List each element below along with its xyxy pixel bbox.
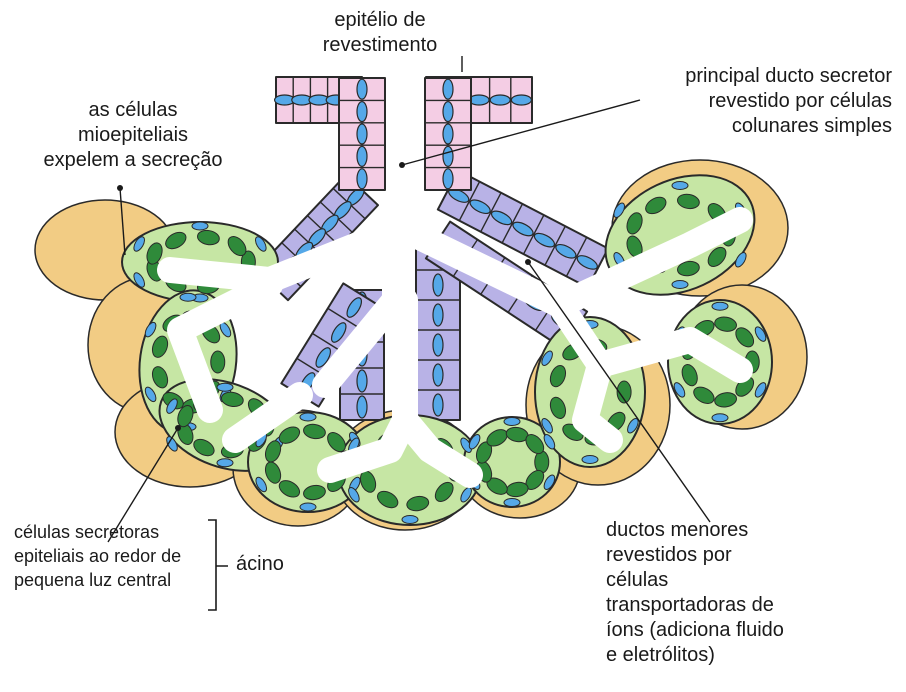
lining-nucleus [357, 146, 367, 166]
lining-nucleus [443, 146, 453, 166]
leader-dot [117, 185, 123, 191]
myoepithelial-nucleus [504, 418, 520, 426]
myoepithelial-nucleus [300, 413, 316, 421]
lining-nucleus [511, 95, 531, 105]
myoepithelial-nucleus [300, 503, 316, 511]
myoepithelial-nucleus [672, 281, 688, 289]
myoepithelial-nucleus [217, 383, 233, 391]
label-main-duct: principal ducto secretor revestido por células colunares simples [685, 65, 892, 137]
lining-nucleus [357, 79, 367, 99]
label-lining-epithelium: epitélio de revestimento [322, 9, 438, 56]
leader-dot [399, 162, 405, 168]
label-minor-ducts: ductos menores revestidos por células transportadoras de íons (adiciona fluido e eletrólitos) [606, 519, 784, 666]
myoepithelial-nucleus [192, 222, 208, 230]
label-acinus: ácino [236, 553, 284, 575]
secretory-nucleus [535, 451, 549, 473]
duct-nucleus [433, 394, 443, 416]
duct-nucleus [357, 396, 367, 418]
myoepithelial-nucleus [582, 456, 598, 464]
lining-nucleus [443, 124, 453, 144]
myoepithelial-nucleus [180, 293, 196, 301]
duct-nucleus [433, 334, 443, 356]
duct-nucleus [433, 364, 443, 386]
myoepithelial-nucleus [712, 414, 728, 422]
label-myoepithelial: as células mioepiteliais expelem a secreção [43, 99, 223, 171]
leader-dot [525, 259, 531, 265]
leader-dot [175, 425, 181, 431]
acinus-bracket [208, 520, 228, 610]
lining-nucleus [357, 169, 367, 189]
myoepithelial-nucleus [504, 499, 520, 507]
lining-nucleus [443, 169, 453, 189]
myoepithelial-nucleus [402, 516, 418, 524]
lining-nucleus [490, 95, 510, 105]
lining-nucleus [357, 124, 367, 144]
duct-nucleus [433, 274, 443, 296]
myoepithelial-nucleus [672, 182, 688, 190]
secretory-nucleus [211, 351, 225, 373]
lining-nucleus [443, 102, 453, 122]
myoepithelial-nucleus [712, 302, 728, 310]
lining-nucleus [357, 102, 367, 122]
duct-nucleus [433, 304, 443, 326]
label-secretory-cells: células secretoras epiteliais ao redor de pequena luz central [14, 522, 182, 590]
lining-nucleus [443, 79, 453, 99]
myoepithelial-nucleus [217, 459, 233, 467]
duct-nucleus [357, 370, 367, 392]
